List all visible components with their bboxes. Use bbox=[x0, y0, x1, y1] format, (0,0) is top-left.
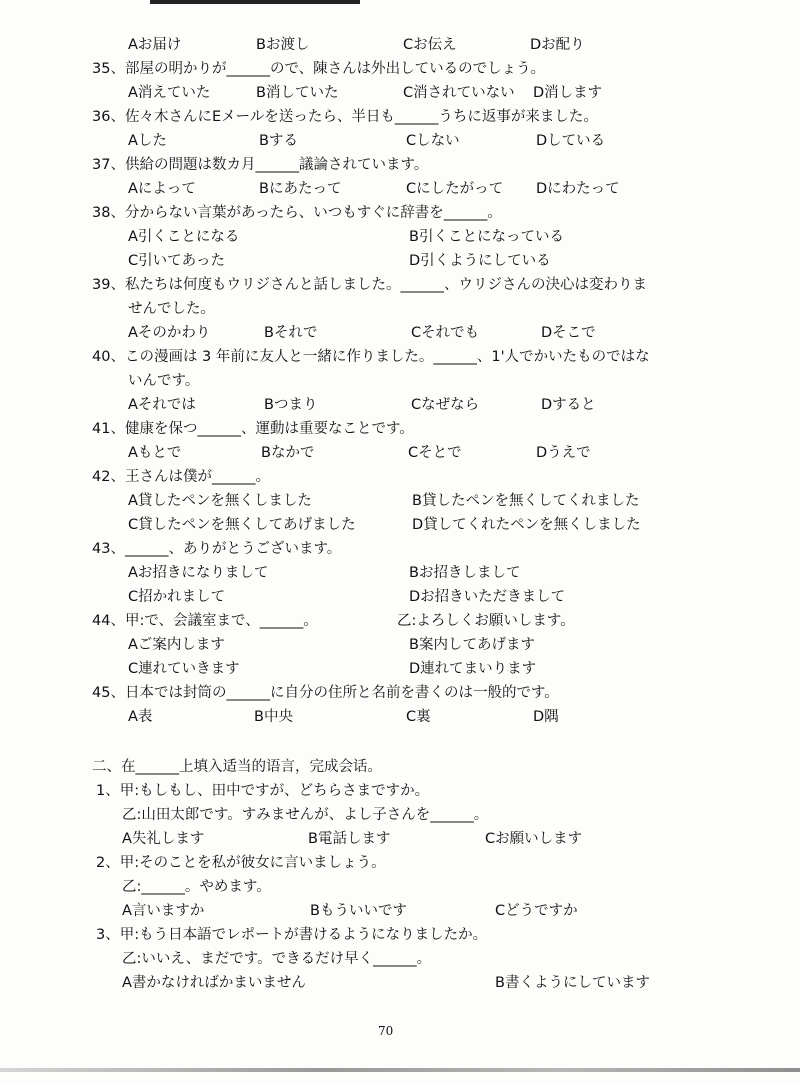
option-text: Bもういいです bbox=[310, 903, 407, 919]
option-text: Bなかで bbox=[261, 445, 315, 461]
option-text: Dすると bbox=[541, 397, 596, 413]
line-text: 44、甲:で、会議室まで、______。 bbox=[92, 613, 318, 629]
line-text: Aお届け bbox=[128, 37, 182, 53]
line-text: C連れていきます bbox=[128, 661, 240, 677]
option-text: D隅 bbox=[533, 709, 559, 725]
line-text: 41、健康を保つ______、運動は重要なことです。 bbox=[92, 421, 414, 437]
line-text: いんです。 bbox=[128, 373, 200, 389]
option-text: B書くようにしています bbox=[495, 975, 650, 991]
option-text: Dお招きいただきまして bbox=[409, 589, 566, 605]
option-text: 乙:よろしくお願いします。 bbox=[397, 613, 575, 629]
line-text: A言いますか bbox=[122, 903, 205, 919]
option-text: Bお招きしまして bbox=[409, 565, 521, 581]
line-text: A消えていた bbox=[128, 85, 211, 101]
option-text: Bする bbox=[259, 133, 298, 149]
option-text: B貸したペンを無くしてくれました bbox=[412, 493, 640, 509]
line-text: 42、王さんは僕が______。 bbox=[92, 469, 270, 485]
option-text: Cお伝え bbox=[403, 37, 457, 53]
option-text: Dそこで bbox=[541, 325, 596, 341]
line-text: Aご案内します bbox=[128, 637, 225, 653]
page-number: 70 bbox=[378, 1024, 394, 1038]
line-text: Aもとで bbox=[128, 445, 182, 461]
option-text: B中央 bbox=[254, 709, 293, 725]
line-text: Aそれでは bbox=[128, 397, 196, 413]
line-text: 35、部屋の明かりが______ので、陳さんは外出しているのでしょう。 bbox=[92, 61, 546, 77]
line-text: 36、佐々木さんにEメールを送ったら、半日も______うちに返事が来ました。 bbox=[92, 109, 598, 125]
option-text: D貸してくれたペンを無くしました bbox=[412, 517, 641, 533]
line-text: 38、分からない言葉があったら、いつもすぐに辞書を______。 bbox=[92, 205, 502, 221]
line-text: Aした bbox=[128, 133, 167, 149]
line-text: 1、甲:もしもし、田中ですが、どちらさまですか。 bbox=[96, 783, 430, 799]
option-text: B引くことになっている bbox=[409, 229, 564, 245]
option-text: B電話します bbox=[308, 831, 391, 847]
option-text: D引くようにしている bbox=[409, 253, 551, 269]
line-text: 3、甲:もう日本語でレポートが書けるようになりましたか。 bbox=[96, 927, 488, 943]
option-text: Dしている bbox=[536, 133, 606, 149]
line-text: A書かなければかまいません bbox=[122, 975, 306, 991]
option-text: Cお願いします bbox=[485, 831, 583, 847]
line-text: A引くことになる bbox=[128, 229, 240, 245]
line-text: 二、在______上填入适当的语言，完成会话。 bbox=[92, 759, 382, 775]
line-text: A失礼します bbox=[122, 831, 205, 847]
option-text: D消します bbox=[533, 85, 603, 101]
line-text: 乙:山田太郎です。すみませんが、よし子さんを______。 bbox=[122, 807, 489, 823]
line-text: 45、日本では封筒の______に自分の住所と名前を書くのは一般的です。 bbox=[92, 685, 559, 701]
option-text: C裏 bbox=[406, 709, 431, 725]
scan-edge-bottom bbox=[0, 1068, 800, 1072]
option-text: Cそとで bbox=[408, 445, 462, 461]
option-text: Cしない bbox=[406, 133, 460, 149]
line-text: C招かれまして bbox=[128, 589, 226, 605]
line-text: Aによって bbox=[128, 181, 196, 197]
line-text: A表 bbox=[128, 709, 153, 725]
option-text: Dにわたって bbox=[536, 181, 620, 197]
option-text: Dうえで bbox=[536, 445, 591, 461]
line-text: 2、甲:そのことを私が彼女に言いましょう。 bbox=[96, 855, 386, 871]
option-text: Cどうですか bbox=[495, 903, 578, 919]
line-text: Aそのかわり bbox=[128, 325, 211, 341]
option-text: Cにしたがって bbox=[406, 181, 504, 197]
line-text: 37、供給の問題は数カ月______議論されています。 bbox=[92, 157, 429, 173]
option-text: Bつまり bbox=[264, 397, 318, 413]
line-text: A貸したペンを無くしました bbox=[128, 493, 312, 509]
option-text: B消していた bbox=[256, 85, 339, 101]
line-text: Aお招きになりまして bbox=[128, 565, 269, 581]
option-text: C消されていない bbox=[403, 85, 515, 101]
option-text: Cそれでも bbox=[411, 325, 480, 341]
scan-edge-top bbox=[150, 0, 360, 4]
line-text: 40、この漫画は 3 年前に友人と一緒に作りました。______、1'人でかいたものではな bbox=[92, 349, 650, 365]
line-text: せんでした。 bbox=[128, 301, 215, 317]
line-text: 乙:______。やめます。 bbox=[122, 879, 271, 895]
option-text: Bお渡し bbox=[256, 37, 310, 53]
line-text: C引いてあった bbox=[128, 253, 225, 269]
option-text: D連れてまいります bbox=[409, 661, 537, 677]
option-text: B案内してあげます bbox=[409, 637, 535, 653]
option-text: Cなぜなら bbox=[411, 397, 480, 413]
option-text: Dお配り bbox=[530, 37, 585, 53]
line-text: 43、______、ありがとうございます。 bbox=[92, 541, 342, 557]
line-text: C貸したペンを無くしてあげました bbox=[128, 517, 356, 533]
line-text: 乙:いいえ、まだです。できるだけ早く______。 bbox=[122, 951, 432, 967]
option-text: Bそれで bbox=[264, 325, 318, 341]
line-text: 39、私たちは何度もウリジさんと話しました。______、ウリジさんの決心は変わりま bbox=[92, 277, 647, 293]
option-text: Bにあたって bbox=[259, 181, 342, 197]
